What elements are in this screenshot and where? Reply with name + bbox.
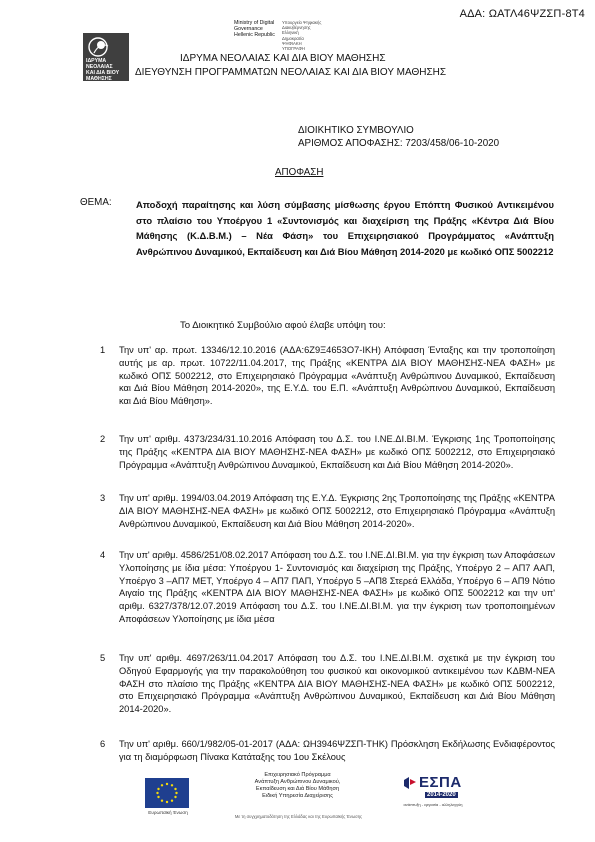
ministry-gr-line: Ελληνική: [282, 30, 299, 36]
document-title: ΑΠΟΦΑΣΗ: [275, 167, 324, 178]
espa-logo: [403, 774, 463, 810]
ada-code: ΑΔΑ: ΩΑΤΛ46ΨΖΣΠ-8Τ4: [459, 8, 585, 20]
item-number: 2: [100, 434, 106, 444]
logo-text-line: ΙΔΡΥΜΑ: [86, 58, 107, 64]
item-number: 3: [100, 493, 106, 503]
program-line: Ειδική Υπηρεσία Διαχείρισης: [262, 793, 333, 799]
ministry-gr-line: ΨΗΦΙΑΚΗ: [282, 40, 302, 46]
signature-ministry-en: [234, 20, 275, 38]
intro-text: Το Διοικητικό Συμβούλιο αφού έλαβε υπόψη του:: [180, 320, 386, 331]
ministry-gr-line: Δημοκρατία: [282, 35, 304, 41]
program-line: Επιχειρησιακό Πρόγραμμα: [264, 772, 331, 778]
espa-mark-icon: [403, 776, 417, 790]
program-line: Ανάπτυξη Ανθρώπινου Δυναμικού,: [254, 779, 341, 785]
eu-flag-icon: [145, 778, 189, 808]
directorate-name: ΔΙΕΥΘΥΝΣΗ ΠΡΟΓΡΑΜΜΑΤΩΝ ΝΕΟΛΑΙΑΣ ΚΑΙ ΔΙΑ ΒΙΟΥ ΜΑΘΗΣΗΣ: [135, 67, 447, 78]
item-text: Την υπ' αριθμ. 4373/234/31.10.2016 Απόφαση του Δ.Σ. του Ι.ΝΕ.ΔΙ.ΒΙ.Μ. Έγκρισης 1ης Τροποποίησης της Πράξης «ΚΕΝΤΡΑ ΔΙΑ ΒΙΟΥ ΜΑΘΗΣΗΣ-ΝΕΑ ΦΑΣΗ» με κωδικό ΟΠΣ 5002212, στο Επιχειρησιακό Πρόγραμμα «Ανάπτυξη Ανθρώπινου Δυναμικού, Εκπαίδευση και Διά Βίου Μάθηση 2014-2020».: [119, 434, 555, 470]
cofinancing-line: Με τη συγχρηματοδότηση της Ελλάδας και της Ευρωπαϊκής Ένωσης: [234, 814, 363, 819]
item-number: 6: [100, 739, 106, 749]
item-text: Την υπ' αρ. πρωτ. 13346/12.10.2016 (ΑΔΑ:6Ζ9Ξ4653Ο7-ΙΚΗ) Απόφαση Ένταξης και την τροποποίηση αυτής με αρ. πρωτ. 10722/11.04.2017, της Πράξης «ΚΕΝΤΡΑ ΔΙΑ ΒΙΟΥ ΜΑΘΗΣΗΣ-ΝΕΑ ΦΑΣΗ» με κωδικό ΟΠΣ 5002212, στο Επιχειρησιακό Πρόγραμμα «Ανάπτυξη Ανθρώπινου Δυναμικού, Εκπαίδευση και Διά Βίου Μάθηση 2014-2020», της Ε.Υ.Δ. του Ε.Π. «Ανάπτυξη Ανθρώπινου Δυναμικού, Εκπαίδευση και Διά Βίου Μάθηση».: [119, 345, 555, 407]
item-text: Την υπ' αριθμ. 660/1/982/05-01-2017 (ΑΔΑ: ΩΗ3946ΨΖΣΠ-ΤΗΚ) Πρόσκληση Εκδήλωσης Ενδιαφέροντος για τη διαμόρφωση Πίνακα Κατάταξης του 1ου Σκέλους: [119, 739, 555, 762]
program-block: [225, 772, 370, 800]
item-number: 5: [100, 653, 106, 663]
ministry-en-line: Hellenic Republic: [234, 32, 275, 38]
item-text: Την υπ' αριθμ. 4586/251/08.02.2017 Απόφαση του Δ.Σ. του Ι.ΝΕ.ΔΙ.ΒΙ.Μ. για την έγκριση των Αποφάσεων Υλοποίησης με ίδια μέσα: Υποέργου 1- Συντονισμός και διαχείριση της Πράξης, Υποέργο 2 – ΑΠ7 ΑΑΠ, Υποέργο 3 –ΑΠ7 ΜΕΤ, Υποέργο 4 – ΑΠ7 ΠΑΠ, Υποέργο 5 –ΑΠ8 Στερεά Ελλάδα, Υποέργο 6 – ΑΠ9 Νότιο Αιγαίο της Πράξης «ΚΕΝΤΡΑ ΔΙΑ ΒΙΟΥ ΜΑΘΗΣΗΣ-ΝΕΑ ΦΑΣΗ» με κωδικό ΟΠΣ 5002212 και την υπ' αριθμ. 6327/378/12.07.2019 Απόφαση του Δ.Σ. του Ι.ΝΕ.ΔΙ.ΒΙ.Μ. για την έγκριση των τροποποιημένων Αποφάσεων Υλοποίησης με ίδια μέσα: [119, 550, 555, 624]
eu-caption: Ευρωπαϊκή Ένωση: [148, 810, 188, 815]
ministry-en-line: Governance: [234, 26, 263, 32]
subject-text: Αποδοχή παραίτησης και λύση σύμβασης μίσθωσης έργου Επόπτη Φυσικού Αντικειμένου στο πλαίσιο του Υποέργου 1 «Συντονισμός και διαχείριση της Πράξης «Κέντρα Διά Βίου Μάθησης (Κ.Δ.Β.Μ.) – Νέα Φάση» του Επιχειρησιακού Προγράμματος «Ανάπτυξη Ανθρώπινου Δυναμικού, Εκπαίδευση και Διά Βίου Μάθηση 2014-2020 με κωδικό ΟΠΣ 5002212: [136, 199, 554, 257]
logo-text-line: ΚΑΙ ΔΙΑ ΒΙΟΥ: [86, 70, 120, 76]
logo-mark-icon: [86, 36, 126, 58]
item-number: 1: [100, 345, 106, 355]
espa-years: 2014-2020: [427, 792, 456, 798]
ministry-gr-line: ΥΠΟΓΡΑΦΗ: [282, 46, 305, 52]
item-number: 4: [100, 550, 106, 560]
logo-text-line: ΝΕΟΛΑΙΑΣ: [86, 64, 113, 70]
espa-wordmark: ΕΣΠΑ: [419, 774, 462, 791]
board-name: ΔΙΟΙΚΗΤΙΚΟ ΣΥΜΒΟΥΛΙΟ: [298, 125, 414, 136]
item-text: Την υπ' αριθμ. 4697/263/11.04.2017 Απόφαση του Δ.Σ. του Ι.ΝΕ.ΔΙ.ΒΙ.Μ. σχετικά με την έγκριση του Οδηγού Εφαρμογής για την παρακολούθηση του φυσικού και οικονομικού αντικειμένου των ΚΔΒΜ-ΝΕΑ ΦΑΣΗ στο πλαίσιο της Πράξης «ΚΕΝΤΡΑ ΔΙΑ ΒΙΟΥ ΜΑΘΗΣΗΣ-ΝΕΑ ΦΑΣΗ» με κωδικό ΟΠΣ 5002212, στο Επιχειρησιακό Πρόγραμμα «Ανάπτυξη Ανθρώπινου Δυναμικού, Εκπαίδευση και Διά Βίου Μάθηση 2014-2020».: [119, 653, 555, 715]
item-text: Την υπ' αριθμ. 1994/03.04.2019 Απόφαση της Ε.Υ.Δ. Έγκρισης 2ης Τροποποίησης της Πράξης «ΚΕΝΤΡΑ ΔΙΑ ΒΙΟΥ ΜΑΘΗΣΗΣ-ΝΕΑ ΦΑΣΗ» με κωδικό ΟΠΣ 5002212, στο Επιχειρησιακό Πρόγραμμα «Ανάπτυξη Ανθρώπινου Δυναμικού, Εκπαίδευση και Διά Βίου Μάθηση 2014-2020».: [119, 493, 555, 529]
ministry-gr-line: Υπουργείο Ψηφιακής: [282, 20, 322, 25]
organization-name: ΙΔΡΥΜΑ ΝΕΟΛΑΙΑΣ ΚΑΙ ΔΙΑ ΒΙΟΥ ΜΑΘΗΣΗΣ: [180, 53, 386, 64]
signature-ministry-gr: [282, 20, 321, 51]
decision-number: ΑΡΙΘΜΟΣ ΑΠΟΦΑΣΗΣ: 7203/458/06-10-2020: [298, 138, 500, 149]
espa-subtitle: ανάπτυξη - εργασία - αλληλεγγύη: [403, 802, 463, 807]
program-line: Εκπαίδευση και Διά Βίου Μάθηση: [255, 786, 340, 792]
subject-label: ΘΕΜΑ:: [80, 197, 112, 208]
ministry-en-line: Ministry of Digital: [234, 20, 275, 26]
logo-text-line: ΜΑΘΗΣΗΣ: [86, 76, 112, 82]
inedivim-logo: [83, 33, 129, 81]
ministry-gr-line: Διακυβέρνησης: [282, 25, 311, 31]
